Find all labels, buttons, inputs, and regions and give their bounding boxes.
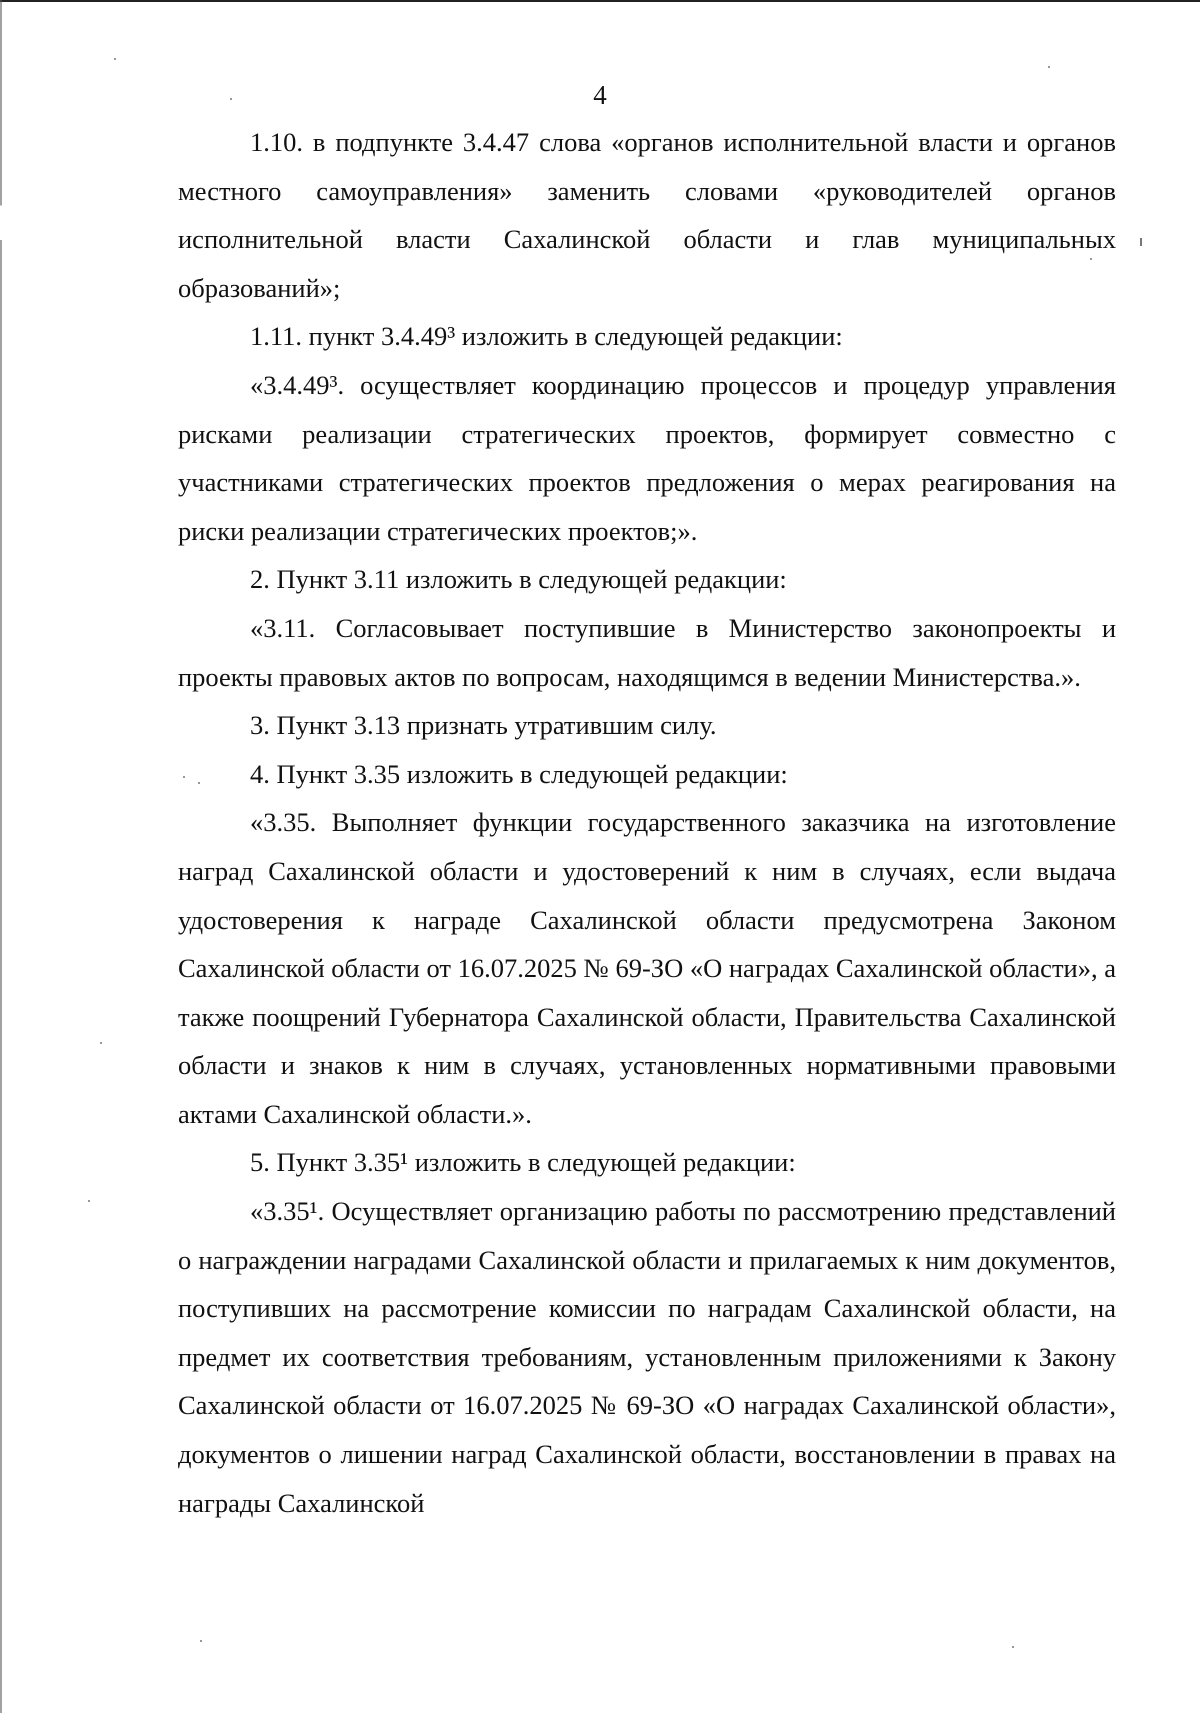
scan-speck (200, 1640, 202, 1642)
paragraph-1-11: 1.11. пункт 3.4.49³ изложить в следующей редакции: (250, 321, 843, 352)
paragraph-3-35-text: «3.35. Выполняет функции государственного заказчика на изготовление наград Сахалинской области и удостоверений к ним в случаях, если выдача удостоверения к награде Сахалинской области предусмотрена Законом Сахалинской области от 16.07.2025 № 69-ЗО «О наградах Сахалинской области», а также поощрений Губернатора Сахалинской области, Правительства Сахалинской области и знаков к ним в случаях, установленных нормативными правовыми актами Сахалинской области.». (178, 807, 1116, 1129)
paragraph-5: 5. Пункт 3.35¹ изложить в следующей редакции: (250, 1147, 796, 1178)
scan-speck (1140, 238, 1142, 246)
paragraph-2: 2. Пункт 3.11 изложить в следующей редакции: (250, 564, 787, 595)
page-left-edge (0, 0, 2, 1713)
scan-speck (1048, 66, 1050, 68)
paragraph-3: 3. Пункт 3.13 признать утратившим силу. (250, 710, 717, 741)
scan-speck (88, 1200, 90, 1202)
paragraph-4: 4. Пункт 3.35 изложить в следующей редакции: (250, 758, 788, 789)
paragraph-3-35-1-text: «3.35¹. Осуществляет организацию работы по рассмотрению представлений о награждении наградами Сахалинской области и прилагаемых к ним документов, поступивших на рассмотрение комиссии по наградам Сахалинской области, на предмет их соответствия требованиям, установленным приложениями к Закону Сахалинской области от 16.07.2025 № 69-ЗО «О наградах Сахалинской области», документов о лишении наград Сахалинской области, восстановлении в правах на награды Сахалинской (178, 1196, 1116, 1518)
page-number: 4 (593, 80, 607, 110)
scan-speck (100, 1042, 102, 1044)
document-body (178, 118, 1116, 1527)
paragraph-3-4-49-3-text: «3.4.49³. осуществляет координацию процессов и процедур управления рисками реализации стратегических проектов, формирует совместно с участниками стратегических проектов предложения о мерах реагирования на риски реализации стратегических проектов;». (178, 369, 1116, 546)
paragraph-1-10: 1.10. в подпункте 3.4.47 слова «органов исполнительной власти и органов местного самоуправления» заменить словами «руководителей органов исполнительной власти Сахалинской области и глав муниципальных образований»; (178, 127, 1116, 303)
paragraph-3-11-text: «3.11. Согласовывает поступившие в Министерство законопроекты и проекты правовых актов по вопросам, находящимся в ведении Министерства.». (178, 612, 1116, 692)
scan-speck (114, 58, 116, 60)
scan-speck (1012, 1646, 1014, 1648)
page-top-border (0, 0, 1200, 2)
